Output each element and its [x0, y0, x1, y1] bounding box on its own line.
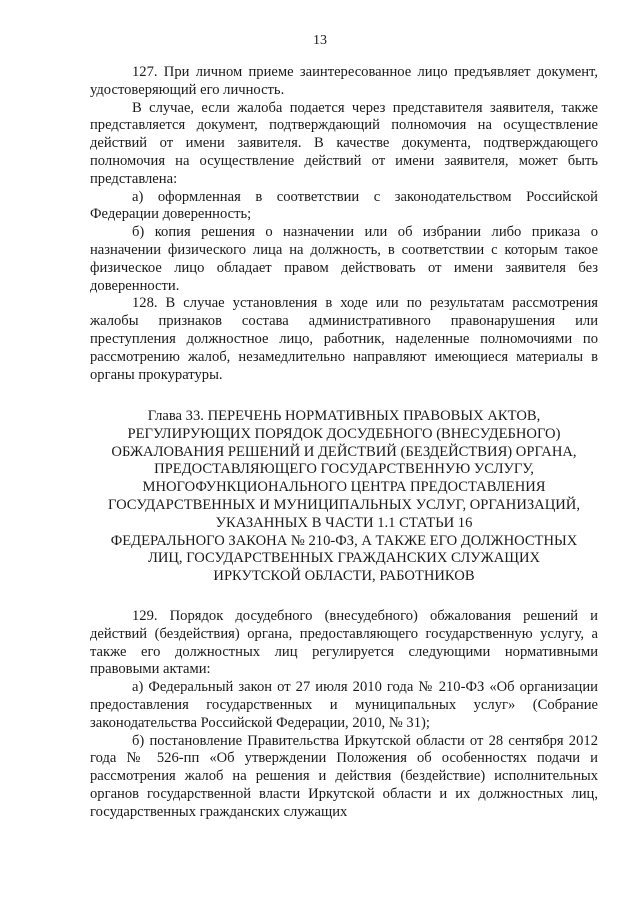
- paragraph-item-a: а) оформленная в соответствии с законодательством Российской Федерации доверенность;: [90, 188, 598, 223]
- paragraph-item-b: б) копия решения о назначении или об избрании либо приказа о назначении физического лица на должность, в соответствии с которым такое физическое лицо обладает правом действовать от имени заявителя без доверенности.: [90, 224, 598, 294]
- chapter-line: ГОСУДАРСТВЕННЫХ И МУНИЦИПАЛЬНЫХ УСЛУГ, ОРГАНИЗАЦИЙ,: [108, 496, 580, 513]
- paragraph-129: 129. Порядок досудебного (внесудебного) обжалования решений и действий (бездействия) органа, предоставляющего государственную услугу, а также его должностных лиц регулируется следующими нормативными правовыми актами:: [90, 608, 598, 678]
- chapter-line: ЛИЦ, ГОСУДАРСТВЕННЫХ ГРАЖДАНСКИХ СЛУЖАЩИХ: [147, 550, 541, 567]
- page-number: 13: [313, 33, 327, 48]
- chapter-heading: [90, 408, 598, 586]
- chapter-line: Глава 33. ПЕРЕЧЕНЬ НОРМАТИВНЫХ ПРАВОВЫХ АКТОВ,: [147, 408, 541, 424]
- chapter-line: РЕГУЛИРУЮЩИХ ПОРЯДОК ДОСУДЕБНОГО (ВНЕСУДЕБНОГО): [127, 425, 561, 442]
- text-block-upper: [90, 64, 598, 384]
- paragraph-128: 128. В случае установления в ходе или по результатам рассмотрения жалобы признаков состава административного правонарушения или преступления должностное лицо, работник, наделенные полномочиями по рассмотрению жалоб, незамедлительно направляют имеющиеся материалы в органы прокуратуры.: [90, 295, 598, 383]
- chapter-line: ИРКУТСКОЙ ОБЛАСТИ, РАБОТНИКОВ: [213, 568, 475, 585]
- chapter-line: ОБЖАЛОВАНИЯ РЕШЕНИЙ И ДЕЙСТВИЙ (БЕЗДЕЙСТВИЯ) ОРГАНА,: [111, 443, 577, 460]
- paragraph-representative: В случае, если жалоба подается через представителя заявителя, также представляется документ, подтверждающий полномочия на осуществление действий от имени заявителя. В качестве документа, подтверждающего полномочия на осуществление действий от имени заявителя, может быть представлена:: [90, 99, 598, 187]
- chapter-line: МНОГОФУНКЦИОНАЛЬНОГО ЦЕНТРА ПРЕДОСТАВЛЕНИЯ: [142, 479, 546, 496]
- paragraph-127: 127. При личном приеме заинтересованное лицо предъявляет документ, удостоверяющий его личность.: [90, 64, 598, 98]
- chapter-line: ПРЕДОСТАВЛЯЮЩЕГО ГОСУДАРСТВЕННУЮ УСЛУГУ,: [154, 461, 534, 478]
- paragraph-item-b-resolution: б) постановление Правительства Иркутской области от 28 сентября 2012 года № 526-пп «Об утверждении Положения об особенностях подачи и рассмотрения жалоб на решения и действия (бездействие) исполнительных органов государственной власти Иркутской области и их должностных лиц, государственных гражданских служащих: [90, 732, 598, 820]
- chapter-line: УКАЗАННЫХ В ЧАСТИ 1.1 СТАТЬИ 16: [215, 514, 473, 531]
- chapter-line: ФЕДЕРАЛЬНОГО ЗАКОНА № 210-ФЗ, А ТАКЖЕ ЕГО ДОЛЖНОСТНЫХ: [110, 532, 578, 549]
- text-block-lower: [90, 608, 598, 822]
- paragraph-item-a-law: а) Федеральный закон от 27 июля 2010 года № 210-ФЗ «Об организации предоставления государственных и муниципальных услуг» (Собрание законодательства Российской Федерации, 2010, № 31);: [90, 679, 598, 731]
